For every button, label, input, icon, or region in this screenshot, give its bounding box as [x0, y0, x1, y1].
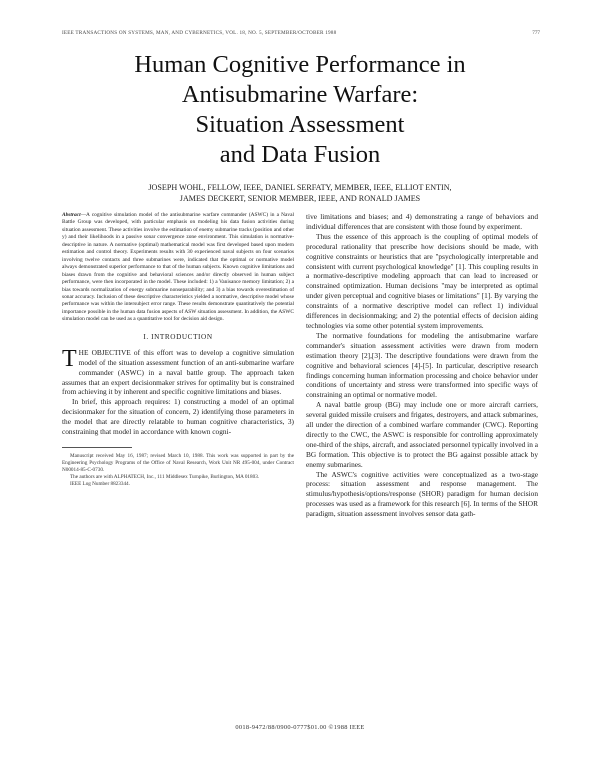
- abstract: [62, 212, 294, 324]
- right-paragraph-5: The ASWC's cognitive activities were conceptualized as a two-stage process: situation assessment and response management. The stimulus/hypothesis/options/response (SHOR) paradigm for human decision processes was used as a framework for this research [6]. In terms of the SHOR paradigm, situation assessment involves sensor data gath-: [306, 469, 538, 519]
- author-line-1: JOSEPH WOHL, FELLOW, IEEE, DANIEL SERFATY, MEMBER, IEEE, ELLIOT ENTIN,: [148, 183, 452, 192]
- intro-paragraph-1: [62, 345, 294, 398]
- running-head: IEEE TRANSACTIONS ON SYSTEMS, MAN, AND CYBERNETICS, VOL. 18, NO. 5, SEPTEMBER/OCTOBER 1988: [62, 30, 337, 36]
- title-line-4: and Data Fusion: [219, 141, 381, 168]
- copyright-footer: 0018-9472/88/0900-0777$01.00 ©1988 IEEE: [235, 724, 365, 731]
- paper-title: [60, 50, 540, 170]
- author-line-2: JAMES DECKERT, SENIOR MEMBER, IEEE, AND RONALD JAMES: [179, 194, 421, 203]
- right-paragraph-3: The normative foundations for modeling the antisubmarine warfare commander's situation assessment activities were drawn from modern estimation theory [2],[3]. The descriptive foundations were drawn from the cognitive and behavioral sciences [4]-[5]. In particular, descriptive research findings concerning human information processing and choice behavior under conditions of uncertainty and stress were transformed into specific ways of constraining an optimal or normative model.: [306, 330, 538, 400]
- title-line-3: Situation Assessment: [195, 111, 405, 138]
- page-number: 777: [532, 30, 540, 36]
- footnote-manuscript: Manuscript received May 16, 1987; revised March 10, 1988. This work was supported in part by the Engineering Psychology Programs of the Office of Naval Research, Work Unit NR 495-004, under Contract N00014-85-C-0730.: [62, 452, 294, 473]
- drop-cap: T: [62, 345, 77, 372]
- footnote-affiliation: The authors are with ALPHATECH, Inc., 111 Middlesex Turnpike, Burlington, MA 01803.: [70, 473, 260, 480]
- title-line-2: Antisubmarine Warfare:: [181, 81, 419, 108]
- section-heading-introduction: I. INTRODUCTION: [143, 332, 213, 341]
- right-column: [306, 212, 538, 519]
- left-column: [62, 212, 294, 487]
- footnote-log-number: IEEE Log Number 8823344.: [70, 480, 130, 487]
- intro-paragraph-2: In brief, this approach requires: 1) constructing a model of an optimal decisionmaker for the situation of concern, 2) identifying those parameters in the model that are directly relatable to human cognitive characteristics, 3) constraining that model in accordance with known cogni-: [62, 397, 294, 437]
- footnote-rule: [62, 447, 132, 448]
- author-list: [62, 182, 538, 204]
- intro-paragraph-1-text: HE OBJECTIVE of this effort was to develop a cognitive simulation model of the situation assessment function of an anti-submarine warfare commander (ASWC) in a naval battle group. The approach taken assumes that an expert decisionmaker strives for optimality but is constrained from achieving it by inherent and specific cognitive limitations and biases.: [62, 347, 294, 397]
- abstract-text: —A cognitive simulation model of the antisubmarine warfare commander (ASWC) in a Naval Battle Group was developed, with particular emphasis on modeling his data fusion activities during situation assessment. These activities involve the estimation of enemy submarine tracks (position and other y) and their likelihoods in a passive sonar convergence zone environment. This simulation is normative-descriptive in nature. A normative (optimal) mathematical model was first developed based upon modern estimation and control theory. Experiments results with 30 experienced naval subjects on four scenarios involving twelve contacts and three submarines were, indicated that the optimal or normative model always demonstrated superior performance to that of the human subjects. Known cognitive limitations and biases drawn from the cognitive and behavioral sciences and/or directly observed in human subject performance, were then incorporated in the model. These included: 1) a Vanisance memory limitation; 2) a bias towards normalization of energy submarine nonseparability; and 3) a bias towards overestimation of sonar accuracy. Inclusion of these descriptive characteristics yielded a normative, descriptive model whose performance was within the intersubject error range. These results demonstrate quantitatively the potential importance possible in the human data fusion aspects of ASW situation assessment. In addition, the ASWC simulation model can be used as a quantitative tool for decision aid design.: [62, 212, 294, 323]
- title-line-1: Human Cognitive Performance in: [134, 51, 466, 78]
- right-paragraph-2: Thus the essence of this approach is the coupling of optimal models of procedural rationality that prescribe how decisions should be made, with cognitive constraints or heuristics that are "psychologically interpretable and consistent with current psychological knowledge" [1]. This coupling results in a normative-descriptive modeling approach that can lead to increased or constrained optimization. Human decisions "may be interpreted as optimal under given perceptual and cognitive biases or limitations" [1]. By varying the constraints of a normative descriptive model can reflect 1) individual differences in decisionmaking; and 2) the potential effects of decision aiding technologies via some other potential system improvements.: [306, 231, 538, 330]
- right-paragraph-1: tive limitations and biases; and 4) demonstrating a range of behaviors and individual differences that are consistent with those found by experiment.: [306, 212, 538, 231]
- right-paragraph-4: A naval battle group (BG) may include one or more aircraft carriers, several guided missile cruisers and frigates, destroyers, and attack submarines, all under the direction of a combined warfare commander (CWC). Reporting directly to the CWC, the ASWC is responsible for controlling approximately one-third of the ships, aircraft, and associated personnel typically involved in a BG formation. This objective is to protect the BG against possible attack by enemy submarines.: [306, 400, 538, 469]
- abstract-lead: Abstract: [62, 212, 81, 218]
